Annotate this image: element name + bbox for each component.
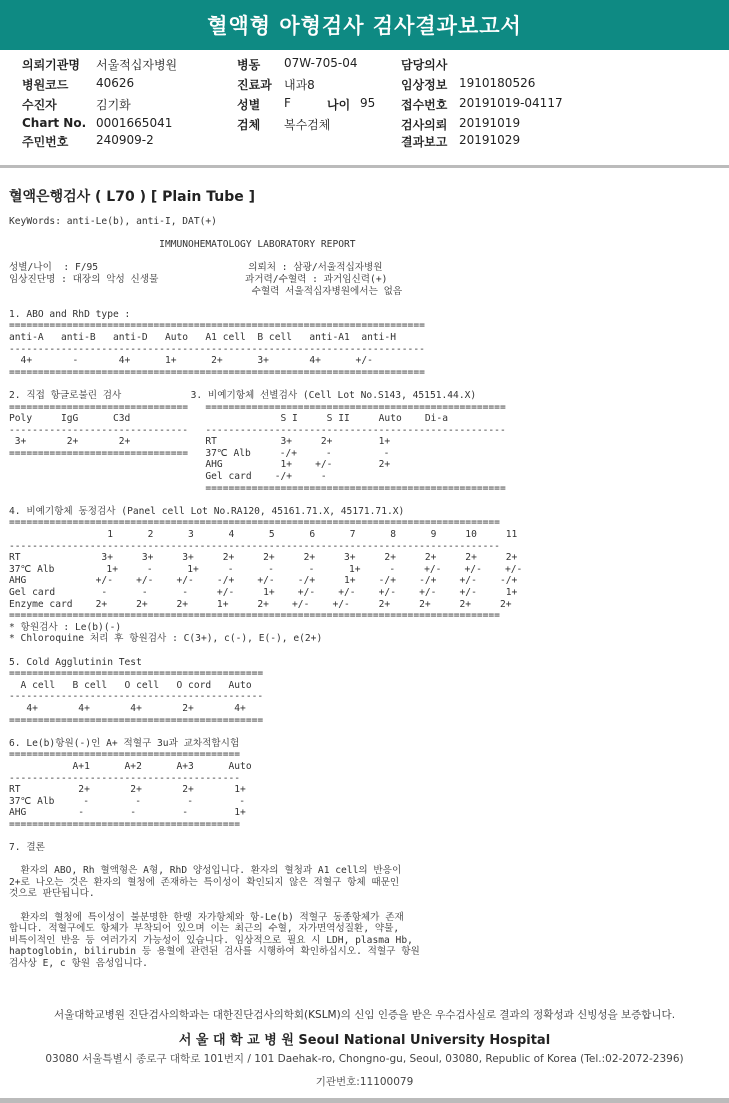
report-line: 환자의 혈청에 특이성이 불분명한 한랭 자가항체와 항-Le(b) 적혈구 동종항체가 존재	[9, 911, 404, 923]
report-line: =============================== 37℃ Alb -/+ - -	[9, 447, 390, 459]
header-value: 20191019-04117	[459, 96, 563, 110]
report-line: RT 2+ 2+ 2+ 1+	[9, 784, 246, 796]
report-line: ------------------------------- ----------------------------------------------------	[9, 424, 506, 436]
report-line	[9, 228, 522, 240]
report-line: 4+ 4+ 4+ 2+ 4+	[9, 702, 246, 714]
report-line: ========================================	[9, 818, 241, 830]
report-line: ============================================	[9, 714, 264, 726]
report-line: * 항원검사 : Le(b)(-)	[9, 621, 122, 633]
report-line	[9, 726, 522, 738]
certification-note: 서울대학교병원 진단검사의학과는 대한진단검사의학회(KSLM)의 신임 인증을 받은 우수검사실로 결과의 정확성과 신빙성을 보증합니다.	[53, 1009, 676, 1021]
report-line: Gel card -/+ -	[9, 471, 327, 483]
header-value: 07W-705-04	[284, 56, 358, 70]
header-value: 20191019	[459, 116, 521, 130]
report-line: 3+ 2+ 2+ RT 3+ 2+ 1+	[9, 436, 391, 448]
report-line: 검사상 E, c 항원 음성입니다.	[9, 958, 148, 969]
hospital-address: 03080 서울특별시 종로구 대학로 101번지 / 101 Daehak-ro, Chongno-gu, Seoul, 03080, Republic of Korea (Tel.:02-2072-2396)	[45, 1053, 684, 1065]
report-line: RT 3+ 3+ 3+ 2+ 2+ 2+ 3+ 2+ 2+ 2+ 2+	[9, 552, 518, 564]
header-label: 주민번호	[22, 135, 69, 149]
report-line: 것으로 판단됩니다.	[9, 888, 95, 900]
header-value: 1910180526	[459, 76, 536, 90]
header-label: 검사의뢰	[401, 118, 448, 132]
report-line: Gel card - - - +/- 1+ +/- +/- +/- +/- +/- 1+	[9, 587, 518, 598]
report-line: 환자의 ABO, Rh 혈액형은 A형, RhD 양성입니다. 환자의 혈청과 A1 cell의 반응이	[9, 865, 402, 877]
header-label: 임상정보	[401, 78, 448, 92]
report-line: ====================================================	[9, 482, 506, 494]
report-line: 37℃ Alb - - - -	[9, 795, 246, 807]
header-value: F	[284, 96, 291, 110]
report-line: A+1 A+2 A+3 Auto	[9, 760, 252, 772]
report-line: 1 2 3 4 5 6 7 8 9 10 11	[9, 529, 518, 541]
report-line: =====================================================================================	[9, 517, 500, 529]
report-line	[9, 297, 522, 309]
report-line: KeyWords: anti-Le(b), anti-I, DAT(+)	[9, 216, 217, 227]
header-label: 수진자	[22, 98, 57, 112]
report-line: AHG 1+ +/- 2+	[9, 459, 391, 471]
header-value: 내과8	[284, 78, 315, 92]
report-line: 2+로 나오는 것은 환자의 혈청에 존재하는 특이성이 확인되지 않은 적혈구 항체 때문인	[9, 876, 400, 888]
report-line: 비특이적인 반응 등 여러가지 가능성이 있습니다. 임상적으로 필요 시 LDH, plasma Hb,	[9, 934, 413, 946]
header-label: 병동	[237, 58, 261, 72]
report-line: * Chloroquine 처리 후 항원검사 : C(3+), c(-), E(-), e(2+)	[9, 633, 323, 645]
report-line: AHG - - - 1+	[9, 807, 246, 819]
report-line	[9, 251, 522, 263]
report-line: IMMUNOHEMATOLOGY LABORATORY REPORT	[9, 239, 356, 251]
report-line: =====================================================================================	[9, 610, 500, 622]
header-label: 검체	[237, 118, 261, 132]
header-value: 40626	[96, 76, 135, 90]
report-line: ----------------------------------------	[9, 772, 241, 784]
header-value: 김기화	[96, 98, 131, 112]
report-line: 임상진단명 : 대장의 악성 신생물 과거력/수혈력 : 과거임신력(+)	[9, 273, 388, 285]
report-line: 수혈력 서울적십자병원에서는 없음	[9, 285, 403, 297]
report-line: 4. 비예기항체 동정검사 (Panel cell Lot No.RA120, 45161.71.X, 45171.71.X)	[9, 505, 405, 517]
hospital-name: 서 울 대 학 교 병 원 Seoul National University Hospital	[178, 1033, 551, 1048]
report-line: haptoglobin, bilirubin 등 용혈에 관련된 검사를 시행하여 확인하십시오. 적혈구 항원	[9, 946, 420, 958]
report-line: -------------------------------------------------------------------------------------	[9, 540, 500, 552]
header-label: 접수번호	[401, 98, 448, 112]
report-line: --------------------------------------------	[9, 691, 264, 703]
institution-number: 기관번호:11100079	[315, 1076, 414, 1088]
header-value: 20191029	[459, 133, 521, 147]
divider	[0, 165, 729, 168]
header-value: 서울적십자병원	[96, 58, 178, 72]
report-line: 6. Le(b)항원(-)인 A+ 적혈구 3u과 교차적합시험	[9, 737, 240, 749]
report-line: ------------------------------------------------------------------------	[9, 343, 425, 355]
report-line: anti-A anti-B anti-D Auto A1 cell B cell anti-A1 anti-H	[9, 331, 396, 343]
report-line: ========================================================================	[9, 366, 425, 378]
header-label: 성별	[237, 98, 261, 112]
report-line: ============================================	[9, 668, 264, 680]
report-line: A cell B cell O cell O cord Auto	[9, 679, 252, 691]
report-line	[9, 830, 522, 842]
report-line: 5. Cold Agglutinin Test	[9, 656, 142, 668]
report-line	[9, 900, 522, 912]
report-line: 2. 직접 항글로불린 검사 3. 비예기항체 선별검사 (Cell Lot No.S143, 45151.44.X)	[9, 389, 477, 401]
report-line: 37℃ Alb 1+ - 1+ - - - 1+ - +/- +/- +/-	[9, 563, 523, 575]
report-line: AHG +/- +/- +/- -/+ +/- -/+ 1+ -/+ -/+ +/- -/+	[9, 575, 518, 587]
header-label: 나이	[327, 98, 351, 112]
report-line: =============================== ====================================================	[9, 401, 506, 413]
report-title: 혈액형 아형검사 검사결과보고서	[0, 0, 729, 50]
header-label: 담당의사	[401, 58, 448, 72]
report-line: 7. 결론	[9, 842, 45, 854]
report-line: Enzyme card 2+ 2+ 2+ 1+ 2+ +/- +/- 2+ 2+ 2+ 2+	[9, 598, 512, 610]
header-row: 의뢰기관명	[22, 58, 80, 72]
header-label: 병원코드	[22, 78, 69, 92]
header-value: 240909-2	[96, 133, 154, 147]
header-label: Chart No.	[22, 116, 87, 130]
report-line: 성별/나이 : F/95 의뢰처 : 삼광/서울적십자병원	[9, 262, 383, 274]
report-line	[9, 378, 522, 390]
report-line: 합니다. 적혈구에도 항체가 부착되어 있으며 이는 최근의 수혈, 자가면역성질환, 약물,	[9, 923, 400, 935]
report-line	[9, 494, 522, 506]
report-line: ========================================================================	[9, 320, 425, 332]
report-line	[9, 645, 522, 657]
report-line: ========================================	[9, 749, 241, 761]
report-line	[9, 854, 522, 866]
header-label: 진료과	[237, 78, 272, 92]
report-line: Poly IgG C3d S I S II Auto Di-a	[9, 413, 448, 425]
report-line: 4+ - 4+ 1+ 2+ 3+ 4+ +/-	[9, 355, 373, 367]
report-body	[9, 216, 522, 970]
header-value: 복수검체	[284, 118, 331, 132]
header-label: 결과보고	[401, 135, 448, 149]
bottom-divider	[0, 1098, 729, 1103]
section-title: 혈액은행검사 ( L70 ) [ Plain Tube ]	[9, 189, 256, 205]
header-value: 95	[360, 96, 376, 110]
header-value: 0001665041	[96, 116, 173, 130]
report-line: 1. ABO and RhD type :	[9, 308, 131, 320]
